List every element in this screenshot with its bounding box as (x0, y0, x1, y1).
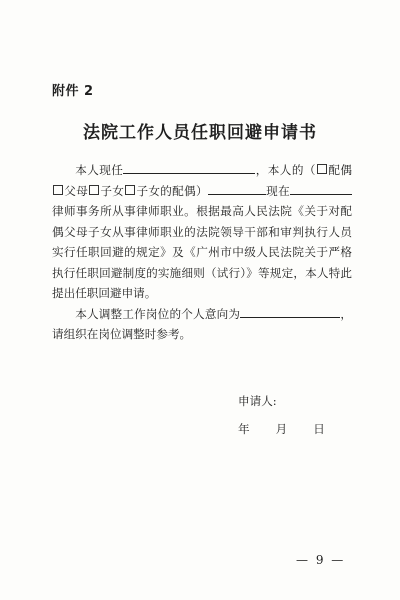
checkbox-spouse[interactable] (317, 164, 327, 174)
checkbox-children[interactable] (89, 185, 99, 195)
text-close-paren: ） (195, 183, 208, 198)
document-title: 法院工作人员任职回避申请书 (83, 123, 317, 143)
text-intention-label: 本人调整工作岗位的个人意向为 (75, 306, 241, 321)
signature-block (238, 387, 325, 443)
current-position-blank[interactable] (123, 161, 255, 174)
paragraph-1 (52, 160, 352, 304)
text-current-position-label: 本人现任 (75, 163, 124, 177)
document-body (52, 160, 352, 345)
option-children-spouse-label: 子女的配偶 (136, 183, 196, 198)
date-year-label: 年 (238, 422, 250, 436)
option-spouse-label: 配偶 (327, 163, 352, 177)
checkbox-children-spouse[interactable] (125, 185, 135, 195)
relative-name-blank[interactable] (208, 182, 266, 195)
text-now-at: 现在 (265, 183, 290, 198)
law-firm-blank[interactable] (290, 182, 352, 195)
intended-position-blank[interactable] (240, 305, 340, 318)
text-relative-intro: ，本人的（ (255, 163, 316, 177)
text-regulation-basis: 律师事务所从事律师职业。根据最高人民法院《关于对配偶父母子女从事律师职业的法院领导干部和审判执行人员实行任职回避的规定》及《广州市中级人民法院关于严格执行任职回避制度的实施细则（试行）》等规定，本人特此提出任职回避申请。 (52, 204, 352, 300)
page-number: — 9 — (296, 553, 346, 567)
applicant-label: 申请人: (238, 394, 277, 408)
paragraph-2 (52, 304, 352, 345)
text-reference-request: ，请组织在岗位调整时参考。 (52, 306, 352, 341)
attachment-label: 附件 2 (52, 84, 94, 99)
date-month-label: 月 (275, 422, 288, 436)
option-spouse-parents-label: 父母 (64, 183, 89, 198)
date-day-label: 日 (313, 422, 325, 436)
date-row (238, 415, 325, 443)
checkbox-spouse-parents[interactable] (53, 185, 63, 195)
option-children-label: 子女 (100, 183, 125, 198)
